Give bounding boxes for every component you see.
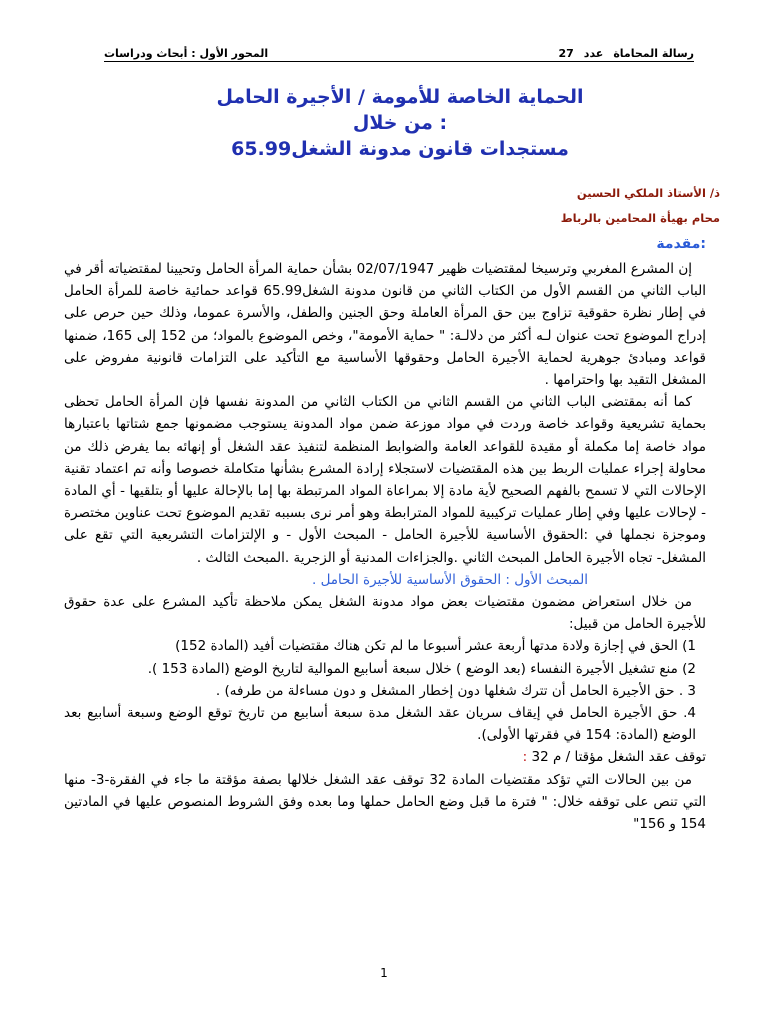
list-item: 3 . حق الأجيرة الحامل أن تترك شغلها دون إخطار المشغل و دون مساءلة من طرفه) . bbox=[215, 682, 696, 699]
suspension-mark: : bbox=[522, 749, 528, 766]
header-journal: رسالة المحاماة bbox=[613, 47, 694, 60]
title-block bbox=[150, 84, 650, 162]
list-item: 4. حق الأجيرة الحامل في إيقاف سريان عقد الشغل مدة سبعة أسابيع من تاريخ توقع الوضع وسبعة أسابيع بعد الوضع (المادة: 154 في فقرتها الأولى). bbox=[64, 705, 696, 744]
header-journal-group bbox=[558, 47, 694, 60]
header-rule bbox=[104, 61, 694, 62]
title-line-1: الحماية الخاصة للأمومة / الأجيرة الحامل bbox=[216, 86, 584, 108]
section-intro: من خلال استعراض مضمون مقتضيات بعض مواد مدونة الشغل يمكن ملاحظة تأكيد المشرع على عدة حقوق للأجيرة الحامل من قبيل: bbox=[64, 594, 706, 633]
intro-heading: :مقدمة bbox=[656, 236, 706, 252]
title-line-2: : من خلال bbox=[352, 112, 448, 134]
author-name: ذ/ الأستاذ الملكي الحسين bbox=[576, 186, 720, 200]
header-issue-number: 27 bbox=[558, 47, 574, 60]
header-issue-label: عدد bbox=[583, 47, 604, 60]
closing-paragraph: من بين الحالات التي تؤكد مقتضيات المادة 32 توقف عقد الشغل خلالها بصفة مؤقتة ما جاء في الفقرة-3- منها التي تنص على توقفه خلال: " فترة ما قبل وضع الحامل حملها وما بعده وفق الشروط المنصوص عليها في المادتين 154 و 156" bbox=[64, 771, 706, 833]
paragraph: إن المشرع المغربي وترسيخا لمقتضيات ظهير 02/07/1947 بشأن حماية المرأة الحامل وتحيينا لمقتضياته أقر في الباب الثاني من القسم الأول من الكتاب الثاني من قانون مدونة الشغل65.99 قواعد حمائية خاصة للمرأة الحامل في إطار نظرة حقوقية تزاوج بين حق المرأة العاملة وحق الجنين والطفل، والأسرة عموما، وذلك حين حرص على إدراج الموضوع تحت عنوان لـه أكثر من دلالـة: " حماية الأمومة"، وخص الموضوع بالمواد؛ من 152 إلى 165، ضمنها قواعد ومبادئ جوهرية لحماية الأجيرة الحامل وحقوقها الأساسية مع التأكيد على التزامات قانونية مفروض على المشغل التقيد بها واحترامها . bbox=[64, 261, 707, 389]
suspension-label: توقف عقد الشغل مؤقتا / م 32 bbox=[531, 749, 706, 766]
list-item: 1) الحق في إجازة ولادة مدتها أربعة عشر أسبوعا ما لم تكن هناك مقتضيات أفيد (المادة 152) bbox=[175, 638, 696, 655]
section-heading: المبحث الأول : الحقوق الأساسية للأجيرة الحامل . bbox=[312, 571, 588, 588]
author-role: محام بهيأة المحامين بالرباط bbox=[560, 211, 720, 225]
paragraph: كما أنه بمقتضى الباب الثاني من القسم الثاني من الكتاب الثاني من المدونة نفسها فإن المرأة الحامل تحظى بحماية تشريعية وقواعد خاصة وردت في مواد موزعة ضمن مواد المدونة يستوجب مضمونها جمع شتاتها باعتبارها مواد خاصة إما مكملة أو مقيدة للقواعد العامة والضوابط المنظمة لتنفيذ عقد الشغل أو إنهائه بما يفرض ذلك من محاولة إجراء عمليات الربط بين هذه المقتضيات لاستجلاء إرادة المشرع بشأنها متكاملة خصوصا وأنه تم اعتماد تقنية الإحالات التي لا تسمح بالفهم الصحيح لأية مادة إلا بمراعاة المواد المرتبطة بها إما بالإحالة عليها أو بتلقيها - أي المادة - لإحالات عليها وفي إطار عمليات تركيبية للمواد المترابطة وهو أمر نرى بسببه تقديم الموضوع تحت عناوين مختصرة وموجزة نجملها في :الحقوق الأساسية للأجيرة الحامل - المبحث الأول - و الإلتزامات التشريعية التي تقع على المشغل- تجاه الأجيرة الحامل المبحث الثاني .والجزاءات المدنية أو الزجرية .المبحث الثالث . bbox=[64, 394, 706, 566]
header-axis: المحور الأول : أبحاث ودراسات bbox=[104, 47, 269, 60]
page-number: 1 bbox=[380, 966, 388, 980]
suspension-line bbox=[64, 746, 706, 768]
list-item: 2) منع تشغيل الأجيرة النفساء (بعد الوضع ) خلال سبعة أسابيع الموالية لتاريخ الوضع (المادة 153 ). bbox=[147, 660, 696, 677]
title-line-3: مستجدات قانون مدونة الشغل65.99 bbox=[231, 138, 569, 160]
body-text bbox=[64, 258, 706, 835]
running-header bbox=[104, 42, 694, 60]
